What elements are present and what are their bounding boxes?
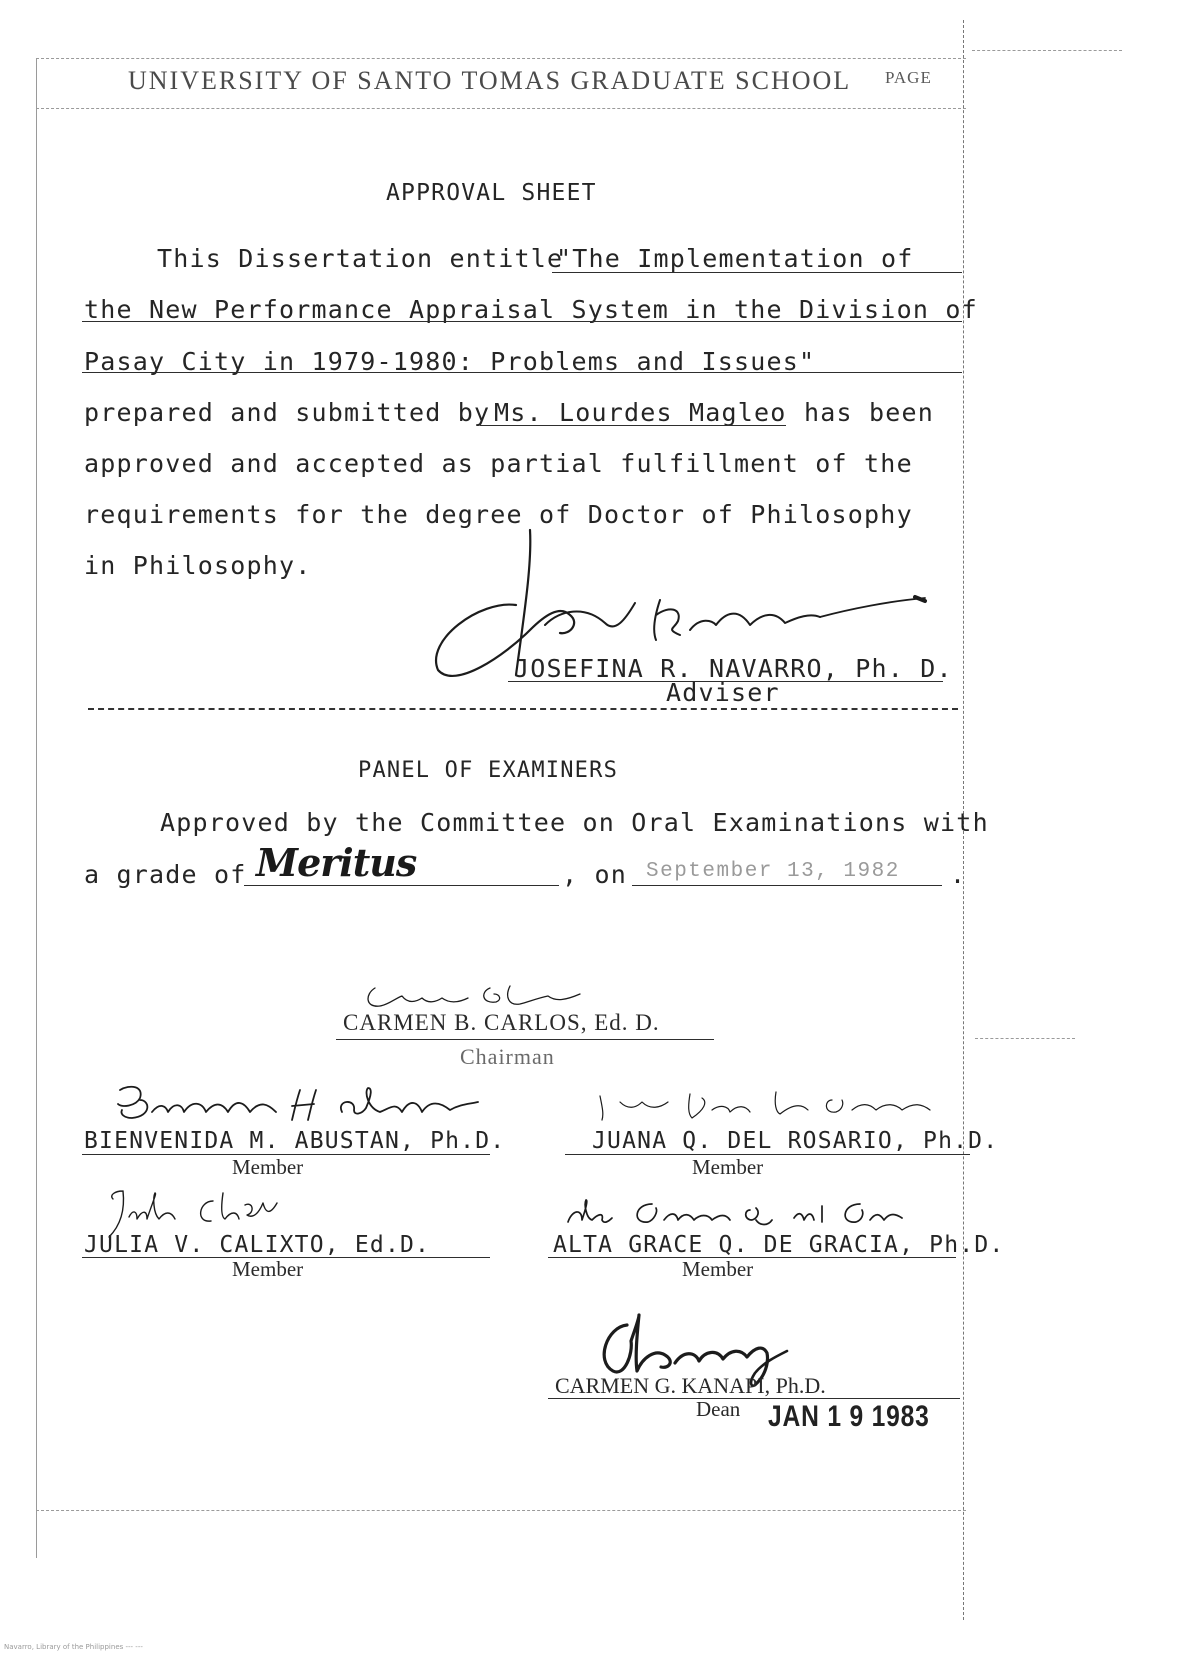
abustan-signature (110, 1078, 490, 1128)
chairman-underline (336, 1039, 714, 1040)
exam-date: September 13, 1982 (646, 860, 900, 883)
left-margin-line (36, 58, 37, 1558)
chairman-role: Chairman (460, 1044, 555, 1069)
title-underline-3 (82, 372, 962, 373)
top-border (36, 58, 966, 59)
grade-value: Meritus (256, 840, 417, 885)
dissertation-title-part-2: the New Performance Appraisal System in the Division of (84, 295, 978, 324)
dissertation-intro: This Dissertation entitle (157, 244, 564, 273)
title-underline-2 (82, 321, 962, 322)
chairman-name: CARMEN B. CARLOS, Ed. D. (343, 1010, 660, 1035)
member-3-role: Member (232, 1257, 304, 1281)
member-3-name: JULIA V. CALIXTO, Ed.D. (84, 1232, 431, 1258)
approval-line-6: approved and accepted as partial fulfillment of the (84, 449, 913, 478)
received-date-stamp: JAN 1 9 1983 (768, 1400, 930, 1433)
bottom-border (36, 1510, 966, 1511)
section-divider (88, 708, 958, 710)
right-edge-mark (972, 50, 1122, 51)
header-title: UNIVERSITY OF SANTO TOMAS GRADUATE SCHOOL (128, 66, 852, 95)
dissertation-title-part-3: Pasay City in 1979-1980: Problems and Issues" (84, 347, 816, 376)
member-2-role: Member (692, 1155, 764, 1179)
page-label: PAGE (885, 68, 932, 87)
member-1-name: BIENVENIDA M. ABUSTAN, Ph.D. (84, 1128, 506, 1154)
grade-prefix: a grade of (84, 860, 247, 889)
member-4-name: ALTA GRACE Q. DE GRACIA, Ph.D. (553, 1232, 1005, 1258)
member-4-role: Member (682, 1257, 754, 1281)
grade-underline (244, 885, 559, 886)
dissertation-title-part-1: "The Implementation of (556, 244, 914, 273)
date-underline (632, 885, 942, 886)
title-underline-1 (552, 272, 962, 273)
adviser-name: JOSEFINA R. NAVARRO, Ph. D. (514, 654, 953, 683)
dean-role: Dean (696, 1397, 741, 1421)
footer-microtext: Navarro, Library of the Philippines --- --- (4, 1643, 143, 1651)
approval-line-8: in Philosophy. (84, 551, 312, 580)
member-2-name: JUANA Q. DEL ROSARIO, Ph.D. (592, 1128, 999, 1154)
author-name: Ms. Lourdes Magleo (494, 398, 787, 427)
del-rosario-signature (580, 1080, 940, 1125)
de-gracia-signature (560, 1190, 910, 1235)
panel-title: PANEL OF EXAMINERS (358, 758, 619, 783)
right-edge-mark-2 (975, 1038, 1075, 1039)
adviser-role: Adviser (666, 678, 780, 707)
submitted-by-label: prepared and submitted by (84, 398, 491, 427)
has-been-text: has been (804, 398, 935, 427)
on-label: , on (562, 860, 628, 889)
dean-underline (548, 1398, 960, 1399)
panel-approval-line: Approved by the Committee on Oral Examinations with (160, 808, 989, 837)
dean-name: CARMEN G. KANAPI, Ph.D. (555, 1373, 826, 1398)
member-2-underline (565, 1154, 970, 1155)
member-1-role: Member (232, 1155, 304, 1179)
author-underline (480, 425, 786, 426)
date-end-mark: . (950, 860, 967, 889)
header-underline (36, 108, 966, 109)
approval-line-7: requirements for the degree of Doctor of Philosophy (84, 500, 913, 529)
approval-sheet-title: APPROVAL SHEET (386, 180, 597, 206)
